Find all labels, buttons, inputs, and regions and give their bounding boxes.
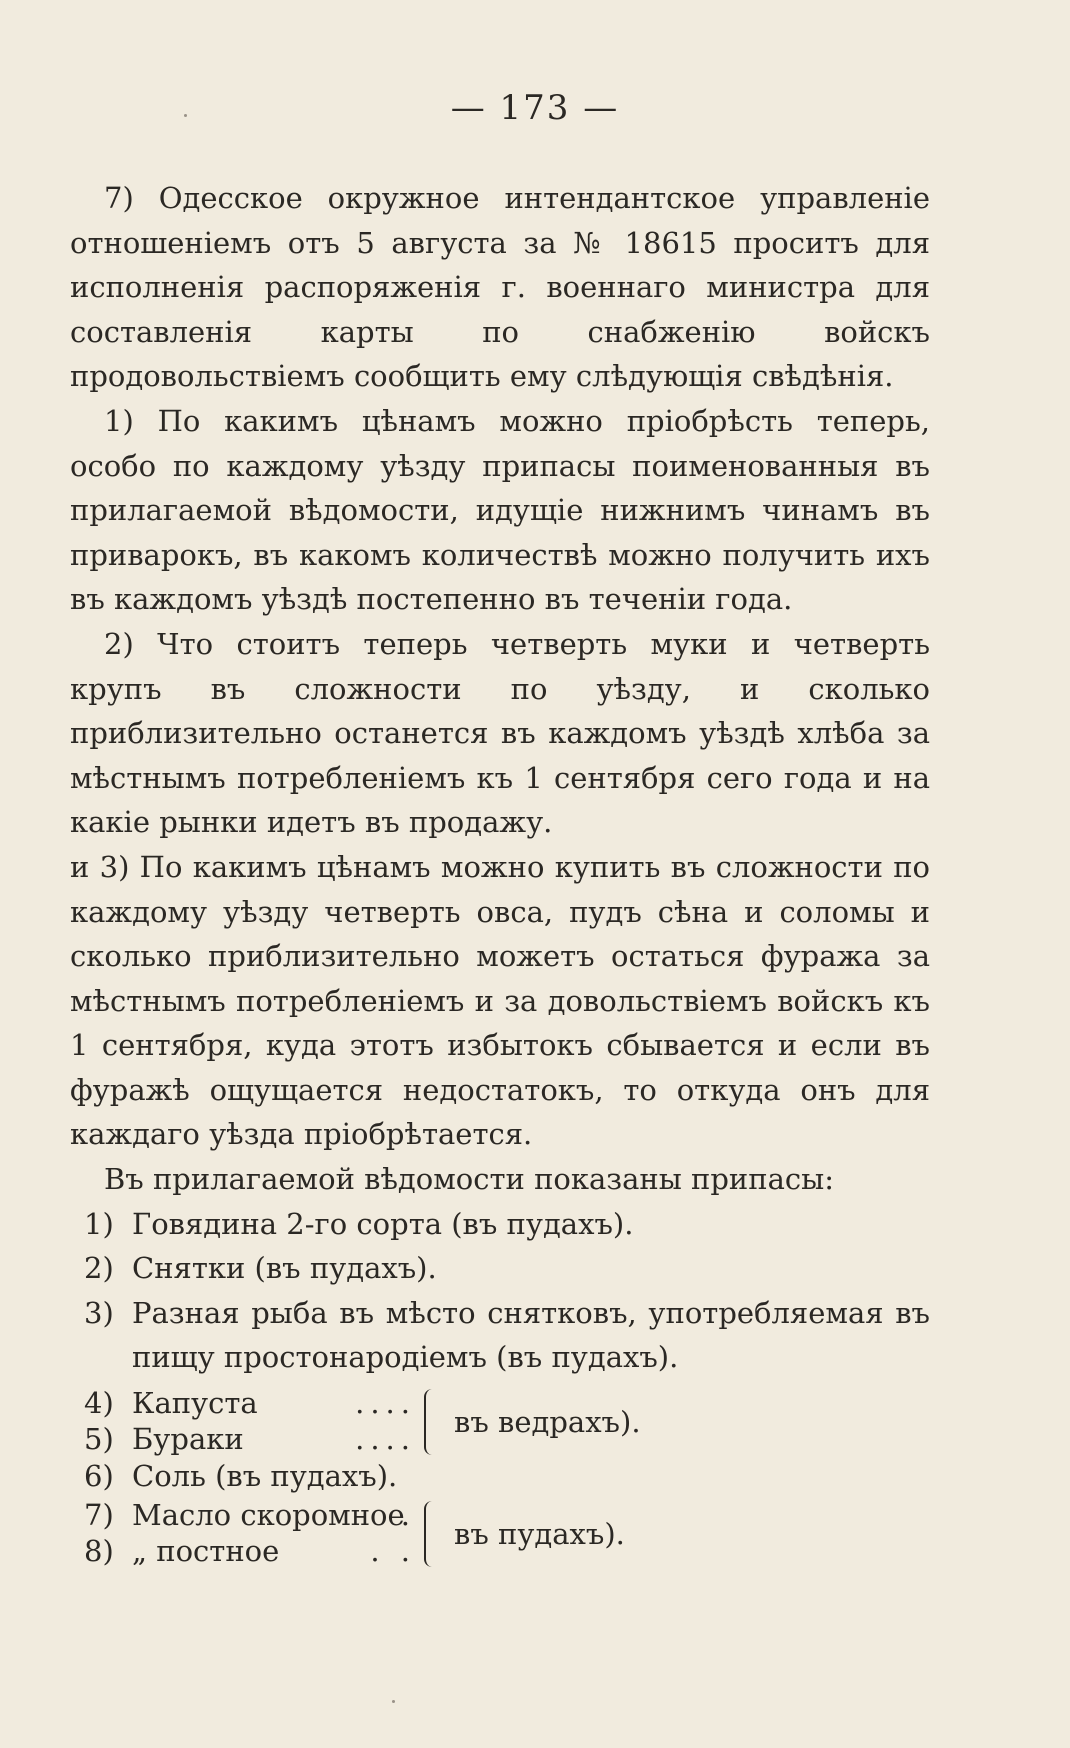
page-number: — 173 —: [450, 88, 620, 128]
item-text: „ постное: [132, 1534, 280, 1569]
item-text: Снятки (въ пудахъ).: [132, 1251, 437, 1286]
item-text: Разная рыба въ мѣсто снятковъ, употребляемая въ пищу простонародіемъ (въ пудахъ).: [132, 1295, 930, 1375]
item-text: Масло скоромное: [132, 1498, 405, 1533]
list-item: [70, 1202, 930, 1247]
list-item: [70, 1458, 930, 1498]
item-text: Капуста: [132, 1386, 258, 1421]
paper-speck: [184, 114, 187, 117]
brace-symbol: [424, 1501, 440, 1567]
item-text: Бураки: [132, 1422, 244, 1457]
paragraph-question-3: и 3) По какимъ цѣнамъ можно купить въ сложности по каждому уѣзду четверть овса, пудъ сѣна и соломы и сколько приблизительно можетъ остаться фуража за мѣстнымъ потребленіемъ и за довольствіемъ войскъ къ 1 сентября, куда этотъ избытокъ сбывается и если въ фуражѣ ощущается недостатокъ, то откуда онъ для каждаго уѣзда пріобрѣтается.: [70, 849, 930, 1152]
leader-dots: ....: [355, 1386, 416, 1421]
item-number: 1): [84, 1206, 114, 1241]
list-item: [70, 1246, 930, 1291]
group-unit-note: въ ведрахъ).: [454, 1404, 641, 1439]
item-number: 7): [84, 1498, 114, 1533]
list-item: [84, 1534, 424, 1570]
bracket-group-buckets: [84, 1386, 930, 1458]
list-item: [84, 1386, 424, 1422]
brace-symbol: [424, 1389, 440, 1455]
item-text: Соль (въ пудахъ).: [132, 1459, 398, 1494]
leader-dots: .: [400, 1498, 416, 1533]
bracket-group-poods: [84, 1498, 930, 1570]
paragraph-question-1: 1) По какимъ цѣнамъ можно пріобрѣсть теперь, особо по каждому уѣзду припасы поименованныя въ прилагаемой вѣдомости, идущіе нижнимъ чинамъ въ приварокъ, въ какомъ количествѣ можно получить ихъ въ каждомъ уѣздѣ постепенно въ теченіи года.: [70, 403, 930, 617]
item-text: Говядина 2-го сорта (въ пудахъ).: [132, 1206, 634, 1241]
item-number: 3): [84, 1295, 114, 1330]
document-body: [70, 176, 930, 1570]
item-number: 5): [84, 1422, 114, 1457]
leader-dots: . .: [370, 1534, 416, 1569]
item-number: 6): [84, 1459, 114, 1494]
paragraph-supplies-intro: Въ прилагаемой вѣдомости показаны припасы:: [104, 1162, 834, 1197]
leader-dots: ....: [355, 1422, 416, 1457]
paragraph-question-2: 2) Что стоитъ теперь четверть муки и четверть крупъ въ сложности по уѣзду, и сколько приблизительно останется въ каждомъ уѣздѣ хлѣба за мѣстнымъ потребленіемъ къ 1 сентября сего года и на какіе рынки идетъ въ продажу.: [70, 626, 930, 840]
supplies-list: [70, 1202, 930, 1380]
list-item: [84, 1498, 424, 1534]
item-number: 4): [84, 1386, 114, 1421]
item-number: 2): [84, 1251, 114, 1286]
paper-speck: [392, 1700, 395, 1703]
list-item: [70, 1291, 930, 1380]
list-item: [84, 1422, 424, 1458]
item-number: 8): [84, 1534, 114, 1569]
group-unit-note: въ пудахъ).: [454, 1516, 625, 1551]
paragraph-request: 7) Одесское окружное интендантское управленіе отношеніемъ отъ 5 августа за № 18615 проситъ для исполненія распоряженія г. военнаго министра для составленія карты по снабженію войскъ продовольствіемъ сообщить ему слѣдующія свѣдѣнія.: [70, 181, 930, 394]
